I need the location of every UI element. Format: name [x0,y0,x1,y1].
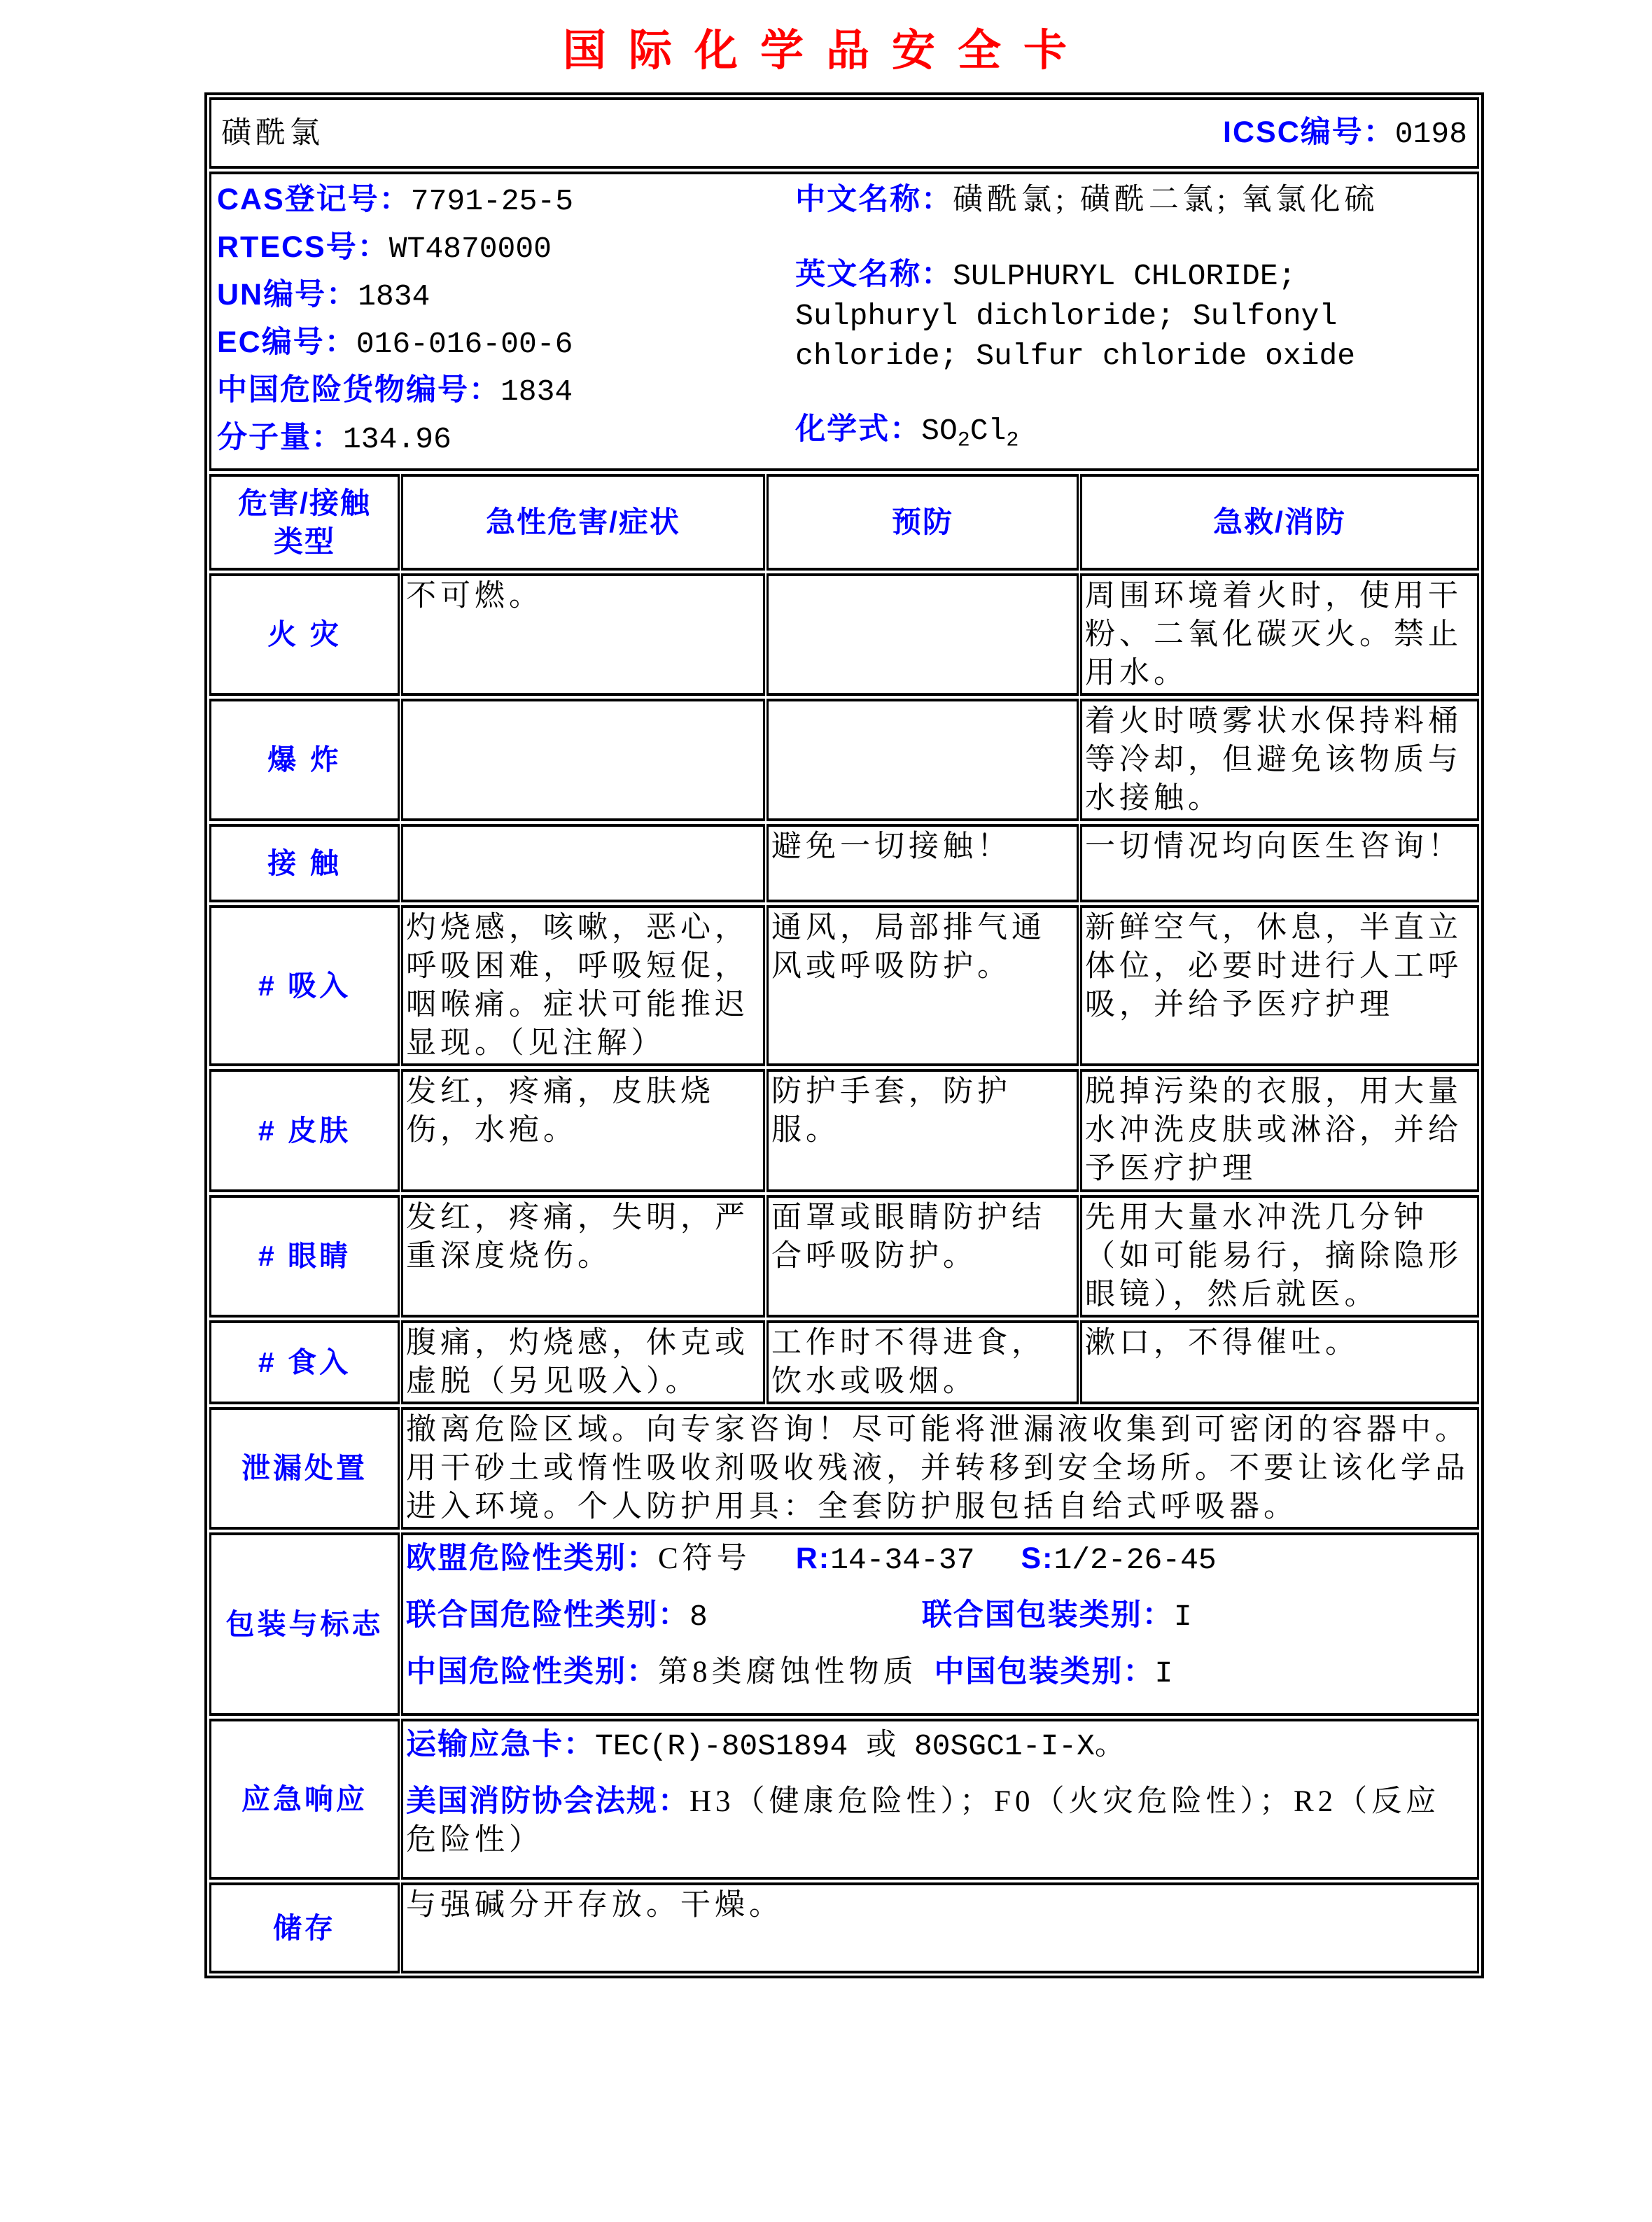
english-name-value: SULPHURYL CHLORIDE; Sulphuryl dichloride; Sulfonyl chloride; Sulfur chloride oxide [795,259,1356,373]
un-number [217,276,795,316]
fire-symptoms: 不可燃。 [401,573,765,696]
china-dg-label: 中国危险货物编号： [217,373,500,407]
eyes-firstaid: 先用大量水冲洗几分钟（如可能易行，摘除隐形眼镜），然后就医。 [1080,1195,1479,1318]
column-header-symptoms: 急性危害/症状 [401,474,765,571]
cn-pack-label: 中国包装类别： [934,1654,1155,1689]
nfpa-label: 美国消防协会法规： [406,1784,690,1818]
hazard-row-ingestion [208,1319,1480,1406]
column-header-type [209,474,400,571]
icsc-number-label: ICSC编号： [1223,115,1395,149]
hazard-row-fire [208,572,1480,697]
s-phrases-value: 1/2-26-45 [1054,1542,1217,1577]
cas-label: CAS登记号： [217,183,411,216]
explosion-firstaid: 着火时喷雾状水保持料桶等冷却，但避免该物质与水接触。 [1080,699,1479,821]
un-pack-value: I [1173,1599,1192,1634]
exposure-symptoms [401,824,765,902]
packaging-row [208,1531,1480,1717]
un-value: 1834 [358,279,430,314]
emergency-label: 应急响应 [209,1719,400,1880]
english-name-label: 英文名称： [795,258,953,291]
identifier-list [217,181,795,468]
chinese-name-label: 中文名称： [795,183,953,216]
storage-label: 储存 [209,1882,400,1973]
un-class-value: 8 [690,1599,708,1634]
ec-number [217,323,795,363]
storage-text: 与强碱分开存放。干燥。 [401,1882,1479,1973]
chinese-name-value: 磺酰氯; 磺酰二氯; 氧氯化硫 [953,183,1379,216]
packaging-cn-line [406,1653,1474,1693]
spill-row [208,1406,1480,1531]
packaging-label: 包装与标志 [209,1532,400,1716]
rtecs-number [217,228,795,268]
table-header-row [208,473,1480,572]
nfpa-value: H3（健康危险性）；F0（火灾危险性）；R2（反应危险性） [406,1784,1441,1857]
hazard-type-inhalation: # 吸入 [209,905,400,1066]
ingestion-firstaid: 漱口，不得催吐。 [1080,1320,1479,1404]
column-header-type-line1: 危害/接触 [238,486,371,519]
hazard-type-ingestion: # 食入 [209,1320,400,1404]
fire-prevention [766,573,1079,696]
hazard-type-eyes: # 眼睛 [209,1195,400,1318]
chemical-formula-label: 化学式： [795,412,922,446]
hazard-type-fire: 火 灾 [209,573,400,696]
names-block [795,181,1474,468]
fire-firstaid: 周围环境着火时，使用干粉、二氧化碳灭火。禁止用水。 [1080,573,1479,696]
exposure-prevention: 避免一切接触！ [766,824,1079,902]
emergency-content [401,1719,1479,1880]
spill-label: 泄漏处置 [209,1407,400,1530]
china-dg-number [217,371,795,411]
chemical-formula [795,410,1474,461]
spill-text: 撤离危险区域。向专家咨询！尽可能将泄漏液收集到可密闭的容器中。用干砂土或惰性吸收剂吸收残液，并转移到安全场所。不要让该化学品进入环境。个人防护用具：全套防护服包括自给式呼吸器。 [401,1407,1479,1530]
name-cell [209,97,1479,169]
english-name [795,256,1474,375]
inhalation-symptoms: 灼烧感，咳嗽，恶心，呼吸困难，呼吸短促，咽喉痛。症状可能推迟显现。（见注解） [401,905,765,1066]
ingestion-prevention: 工作时不得进食，饮水或吸烟。 [766,1320,1079,1404]
skin-firstaid: 脱掉污染的衣服，用大量水冲洗皮肤或淋浴，并给予医疗护理 [1080,1069,1479,1192]
hazard-row-eyes [208,1194,1480,1319]
hazard-type-explosion: 爆 炸 [209,699,400,821]
cas-value: 7791-25-5 [410,184,574,218]
hazard-type-skin: # 皮肤 [209,1069,400,1192]
hazard-type-exposure: 接 触 [209,824,400,902]
ec-label: EC编号： [217,326,356,359]
hazard-row-inhalation [208,904,1480,1068]
identifier-cell [209,172,1479,471]
cn-class-value: 第8类腐蚀性物质 [658,1655,918,1689]
molecular-weight [217,419,795,459]
eyes-symptoms: 发红，疼痛，失明，严重深度烧伤。 [401,1195,765,1318]
eyes-prevention: 面罩或眼睛防护结合呼吸防护。 [766,1195,1079,1318]
un-class-label: 联合国危险性类别： [406,1598,690,1632]
chinese-name [795,181,1474,219]
r-phrases-value: 14-34-37 [830,1542,975,1577]
rtecs-value: WT4870000 [388,232,552,266]
hazard-row-skin [208,1068,1480,1194]
substance-name: 磺酰氯 [221,116,324,150]
exposure-firstaid: 一切情况均向医生咨询！ [1080,824,1479,902]
eu-class-value: C符号 [658,1542,751,1575]
storage-row [208,1881,1480,1975]
hazard-row-exposure [208,823,1480,904]
name-row [208,96,1480,170]
cas-number [217,181,795,221]
ec-value: 016-016-00-6 [356,327,573,361]
inhalation-firstaid: 新鲜空气，休息，半直立体位，必要时进行人工呼吸，并给予医疗护理 [1080,905,1479,1066]
identifier-row [208,170,1480,473]
molecular-weight-value: 134.96 [343,422,451,456]
emergency-nfpa-line [406,1782,1474,1859]
tec-card-label: 运输应急卡： [406,1727,595,1761]
tec-card-value: TEC(R)-80S1894 或 80SGC1-I-X。 [595,1728,1125,1763]
molecular-weight-label: 分子量： [217,421,343,454]
china-dg-value: 1834 [500,375,573,409]
column-header-firstaid: 急救/消防 [1080,474,1479,571]
hazard-row-explosion [208,697,1480,823]
un-label: UN编号： [217,278,358,312]
eu-class-label: 欧盟危险性类别： [406,1541,658,1575]
un-pack-label: 联合国包装类别： [921,1598,1174,1632]
column-header-type-line2: 类型 [273,524,335,558]
skin-symptoms: 发红，疼痛，皮肤烧伤，水疱。 [401,1069,765,1192]
icsc-card [204,92,1484,1978]
cn-pack-value: I [1154,1656,1173,1691]
s-phrases-label: S: [1021,1541,1054,1575]
emergency-row [208,1717,1480,1881]
emergency-tec-line [406,1726,1474,1766]
explosion-prevention [766,699,1079,821]
explosion-symptoms [401,699,765,821]
skin-prevention: 防护手套，防护服。 [766,1069,1079,1192]
cn-class-label: 中国危险性类别： [406,1654,658,1689]
icsc-number [1223,113,1467,153]
packaging-un-line [406,1596,1474,1636]
packaging-content [401,1532,1479,1716]
r-phrases-label: R: [795,1541,831,1575]
packaging-eu-line [406,1539,1474,1579]
column-header-prevention: 预防 [766,474,1079,571]
rtecs-label: RTECS号： [217,230,389,264]
chemical-formula-value: $SO_2Cl_2$ [921,414,1019,453]
icsc-number-value: 0198 [1394,116,1467,151]
ingestion-symptoms: 腹痛，灼烧感，休克或虚脱（另见吸入）。 [401,1320,765,1404]
inhalation-prevention: 通风，局部排气通风或呼吸防护。 [766,905,1079,1066]
page-title: 国际化学品安全卡 [562,27,1089,75]
